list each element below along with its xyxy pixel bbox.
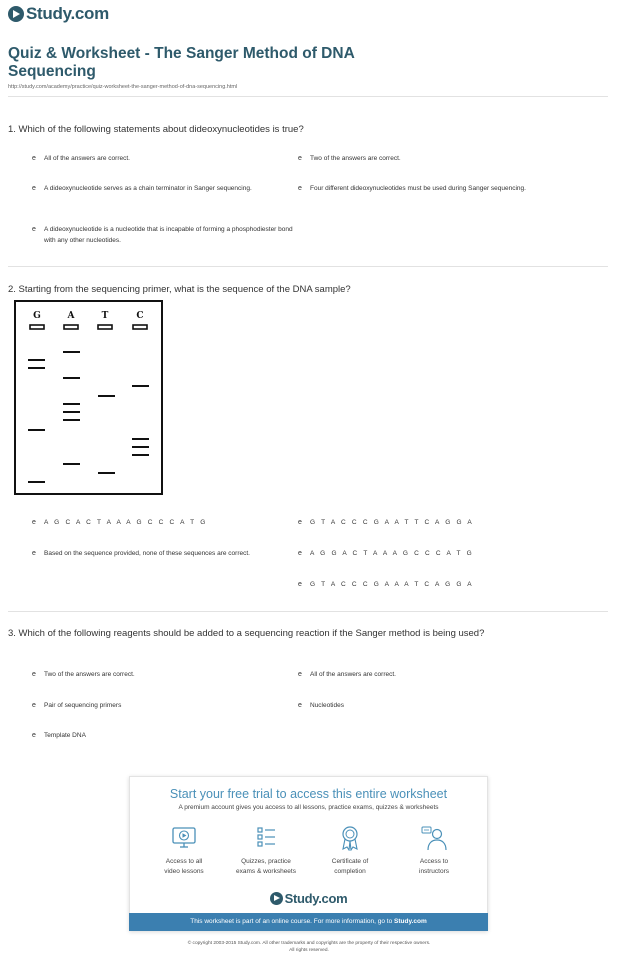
radio-icon: e: [298, 155, 302, 162]
q3-option-4[interactable]: e Nucleotides: [298, 702, 344, 709]
certificate-icon: [336, 825, 364, 851]
q1-option-1[interactable]: e All of the answers are correct.: [32, 155, 130, 162]
q3-option-2[interactable]: e All of the answers are correct.: [298, 671, 396, 678]
question-3: 3. Which of the following reagents should be added to a sequencing reaction if the Sanger method is being used?: [8, 628, 485, 639]
q3-option-5[interactable]: e Template DNA: [32, 732, 86, 739]
q1-option-5[interactable]: e A dideoxynucleotide is a nucleotide that is incapable of forming a phosphodiester bond with any other nucleotides.: [32, 226, 293, 244]
promo-subtitle: A premium account gives you access to all lessons, practice exams, quizzes & worksheets: [178, 804, 439, 811]
video-lesson-icon: [170, 825, 198, 851]
play-logo-icon: [8, 6, 24, 22]
study-com-logo[interactable]: [8, 4, 109, 24]
divider: [8, 611, 608, 612]
q1-option-2[interactable]: e Two of the answers are correct.: [298, 155, 401, 162]
checklist-icon: [252, 825, 280, 851]
radio-icon: e: [32, 671, 36, 678]
radio-icon: e: [32, 702, 36, 709]
well-a: [64, 325, 78, 329]
copyright-footer: © copyright 2003-2015 Study.com. All other trademarks and copyrights are the property of their respective owners. All rights reserved.: [187, 941, 431, 953]
radio-icon: e: [298, 519, 302, 526]
q1-option-4[interactable]: e Four different dideoxynucleotides must be used during Sanger sequencing.: [298, 185, 526, 192]
well-t: [98, 325, 112, 329]
radio-icon: e: [298, 702, 302, 709]
q3-option-3[interactable]: e Pair of sequencing primers: [32, 702, 122, 709]
promo-logo-text: Study.com: [284, 891, 348, 906]
play-logo-icon: [270, 892, 283, 905]
divider: [8, 266, 608, 267]
feature-certificate: Certificate of completion: [310, 825, 390, 877]
q2-option-2[interactable]: e G T A C C C G A A T T C A G G A: [298, 519, 474, 526]
logo-text: Study.com: [26, 4, 109, 23]
well-c: [133, 325, 147, 329]
lane-label-g: G: [33, 311, 41, 321]
course-banner[interactable]: This worksheet is part of an online course. For more information, go to Study.com: [129, 913, 488, 931]
page-title: Quiz & Worksheet - The Sanger Method of DNA Sequencing: [8, 45, 355, 80]
page-url[interactable]: http://study.com/academy/practice/quiz-worksheet-the-sanger-method-of-dna-sequencing.html: [8, 84, 238, 90]
feature-quizzes: Quizzes, practice exams & worksheets: [226, 825, 306, 877]
feature-video-lessons: Access to all video lessons: [144, 825, 224, 877]
instructor-icon: [420, 825, 448, 851]
radio-icon: e: [32, 226, 36, 233]
question-1: 1. Which of the following statements about dideoxynucleotides is true?: [8, 124, 304, 135]
radio-icon: e: [298, 550, 302, 557]
promo-logo[interactable]: [130, 891, 487, 906]
radio-icon: e: [32, 185, 36, 192]
q2-option-5[interactable]: e G T A C C C G A A A T C A G G A: [298, 581, 474, 588]
banner-link[interactable]: Study.com: [394, 918, 427, 925]
well-g: [30, 325, 44, 329]
radio-icon: e: [298, 185, 302, 192]
lane-label-c: C: [136, 311, 144, 321]
radio-icon: e: [32, 732, 36, 739]
radio-icon: e: [32, 550, 36, 557]
radio-icon: e: [298, 671, 302, 678]
radio-icon: e: [298, 581, 302, 588]
q2-option-1[interactable]: e A G C A C T A A A G C C C A T G: [32, 519, 208, 526]
question-2: 2. Starting from the sequencing primer, what is the sequence of the DNA sample?: [8, 284, 351, 295]
divider: [8, 96, 608, 97]
lane-label-t: T: [101, 311, 109, 321]
q3-option-1[interactable]: e Two of the answers are correct.: [32, 671, 135, 678]
sequencing-gel-diagram: [14, 300, 163, 495]
free-trial-promo[interactable]: [129, 776, 488, 931]
q2-option-3[interactable]: e Based on the sequence provided, none of these sequences are correct.: [32, 550, 250, 557]
lane-label-a: A: [67, 311, 75, 321]
q1-option-3[interactable]: e A dideoxynucleotide serves as a chain terminator in Sanger sequencing.: [32, 185, 252, 192]
q2-option-4[interactable]: e A G G A C T A A A G C C C A T G: [298, 550, 474, 557]
feature-instructors: Access to instructors: [394, 825, 474, 877]
radio-icon: e: [32, 155, 36, 162]
radio-icon: e: [32, 519, 36, 526]
promo-title[interactable]: Start your free trial to access this entire worksheet: [169, 787, 448, 801]
